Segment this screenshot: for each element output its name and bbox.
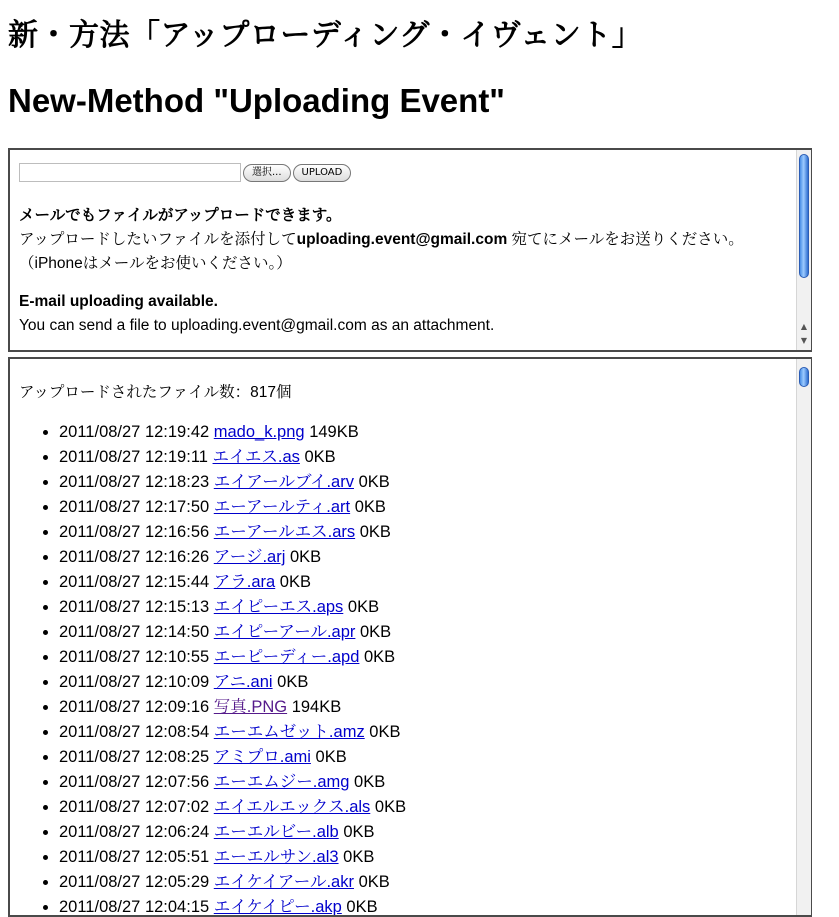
file-list-scrollbar[interactable] — [796, 359, 811, 915]
file-link[interactable]: エイアールブイ.arv — [213, 473, 354, 491]
file-link[interactable]: 写真.PNG — [213, 698, 288, 716]
file-upload-time: 2011/08/27 12:15:44 — [59, 573, 210, 591]
file-size: 0KB — [374, 798, 407, 816]
file-size: 0KB — [358, 873, 390, 891]
file-list-item — [59, 720, 406, 745]
file-list-item — [59, 645, 406, 670]
upload-form — [19, 163, 351, 182]
file-upload-time: 2011/08/27 12:16:26 — [59, 548, 210, 566]
file-link[interactable]: エーエルビー.alb — [213, 823, 339, 841]
file-link[interactable]: エイエルエックス.als — [213, 798, 371, 816]
scroll-up-arrow-icon[interactable]: ▲ — [800, 322, 808, 331]
file-link[interactable]: エイケイアール.akr — [213, 873, 354, 891]
uploaded-file-count: アップロードされたファイル数：817個 — [19, 384, 292, 401]
file-upload-time: 2011/08/27 12:15:13 — [59, 598, 210, 616]
file-size: 0KB — [279, 573, 311, 591]
file-size: 0KB — [346, 898, 378, 916]
file-list-item — [59, 795, 406, 820]
file-size: 0KB — [358, 473, 390, 491]
email-upload-info — [19, 204, 779, 338]
file-link[interactable]: アラ.ara — [213, 573, 276, 591]
file-list-item — [59, 770, 406, 795]
file-upload-time: 2011/08/27 12:06:24 — [59, 823, 210, 841]
upload-frame-scroll-thumb[interactable] — [799, 154, 809, 278]
en-info-body: You can send a file to uploading.event@gmail.com as an attachment. — [19, 317, 495, 334]
file-size: 149KB — [309, 423, 359, 441]
file-link[interactable]: エーエムゼット.amz — [213, 723, 365, 741]
file-upload-time: 2011/08/27 12:10:09 — [59, 673, 210, 691]
file-upload-time: 2011/08/27 12:10:55 — [59, 648, 210, 666]
file-link[interactable]: エイケイピー.akp — [213, 898, 342, 916]
jp-info-text-after: 宛てにメールをお送りください。 — [507, 231, 744, 248]
file-upload-time: 2011/08/27 12:08:54 — [59, 723, 210, 741]
file-list-frame[interactable] — [8, 357, 812, 917]
file-upload-time: 2011/08/27 12:05:51 — [59, 848, 210, 866]
file-path-field[interactable] — [19, 163, 241, 182]
iphone-note: （iPhoneはメールをお使いください。） — [19, 255, 292, 272]
file-link[interactable]: mado_k.png — [213, 423, 305, 441]
file-list-item — [59, 520, 406, 545]
file-list-item — [59, 870, 406, 895]
file-list-item — [59, 545, 406, 570]
file-list-item — [59, 470, 406, 495]
file-size: 0KB — [304, 448, 336, 466]
file-list-item — [59, 595, 406, 620]
file-link[interactable]: エーエムジー.amg — [213, 773, 350, 791]
file-upload-time: 2011/08/27 12:08:25 — [59, 748, 210, 766]
file-upload-time: 2011/08/27 12:09:16 — [59, 698, 210, 716]
file-size: 0KB — [354, 498, 386, 516]
file-link[interactable]: アージ.arj — [213, 548, 286, 566]
jp-info-body — [19, 228, 779, 252]
file-size: 0KB — [347, 598, 380, 616]
file-size: 0KB — [343, 823, 375, 841]
file-link[interactable]: エイエス.as — [212, 448, 300, 466]
file-link[interactable]: エーアールティ.art — [213, 498, 351, 516]
file-size: 0KB — [369, 723, 401, 741]
file-upload-time: 2011/08/27 12:05:29 — [59, 873, 210, 891]
file-size: 0KB — [364, 648, 396, 666]
select-file-button[interactable]: 選択... — [243, 164, 291, 182]
file-upload-time: 2011/08/27 12:07:02 — [59, 798, 210, 816]
file-link[interactable]: エーアールエス.ars — [213, 523, 356, 541]
file-list-item — [59, 845, 406, 870]
file-link[interactable]: エイピーアール.apr — [213, 623, 356, 641]
file-upload-time: 2011/08/27 12:04:15 — [59, 898, 210, 916]
file-upload-time: 2011/08/27 12:19:42 — [59, 423, 210, 441]
file-list-item — [59, 620, 406, 645]
file-list-item — [59, 420, 406, 445]
file-link[interactable]: エーピーディー.apd — [213, 648, 360, 666]
file-list-item — [59, 670, 406, 695]
upload-button[interactable]: UPLOAD — [293, 164, 352, 182]
file-link[interactable]: アミプロ.ami — [213, 748, 311, 766]
file-upload-time: 2011/08/27 12:07:56 — [59, 773, 210, 791]
file-list-item — [59, 570, 406, 595]
file-size: 0KB — [354, 773, 386, 791]
file-size: 0KB — [277, 673, 309, 691]
file-link[interactable]: エーエルサン.al3 — [213, 848, 339, 866]
scroll-down-arrow-icon[interactable]: ▼ — [800, 336, 808, 345]
file-list-item — [59, 495, 406, 520]
file-list-scroll-thumb[interactable] — [799, 367, 809, 387]
file-size: 0KB — [315, 748, 347, 766]
file-upload-time: 2011/08/27 12:18:23 — [59, 473, 210, 491]
file-list — [19, 420, 406, 917]
file-size: 0KB — [343, 848, 375, 866]
page-title-english: New-Method "Uploading Event" — [8, 82, 505, 119]
jp-info-text-before: アップロードしたいファイルを添付して — [19, 231, 297, 248]
page-title-japanese: 新・方法「アップローディング・イヴェント」 — [8, 18, 643, 53]
file-upload-time: 2011/08/27 12:17:50 — [59, 498, 210, 516]
file-list-item — [59, 745, 406, 770]
file-upload-time: 2011/08/27 12:16:56 — [59, 523, 210, 541]
en-info-title: E-mail uploading available. — [19, 293, 218, 310]
upload-frame[interactable] — [8, 148, 812, 352]
file-size: 194KB — [291, 698, 342, 716]
jp-info-title: メールでもファイルがアップロードできます。 — [19, 207, 342, 224]
file-size: 0KB — [359, 523, 391, 541]
file-upload-time: 2011/08/27 12:14:50 — [59, 623, 210, 641]
upload-frame-scrollbar[interactable] — [796, 150, 811, 350]
file-size: 0KB — [289, 548, 322, 566]
file-size: 0KB — [359, 623, 392, 641]
file-list-item — [59, 895, 406, 917]
upload-email-address: uploading.event@gmail.com — [296, 231, 508, 248]
file-link[interactable]: アニ.ani — [213, 673, 273, 691]
file-list-item — [59, 820, 406, 845]
file-list-item — [59, 695, 406, 720]
file-upload-time: 2011/08/27 12:19:11 — [59, 448, 208, 466]
file-list-item — [59, 445, 406, 470]
file-link[interactable]: エイピーエス.aps — [213, 598, 344, 616]
